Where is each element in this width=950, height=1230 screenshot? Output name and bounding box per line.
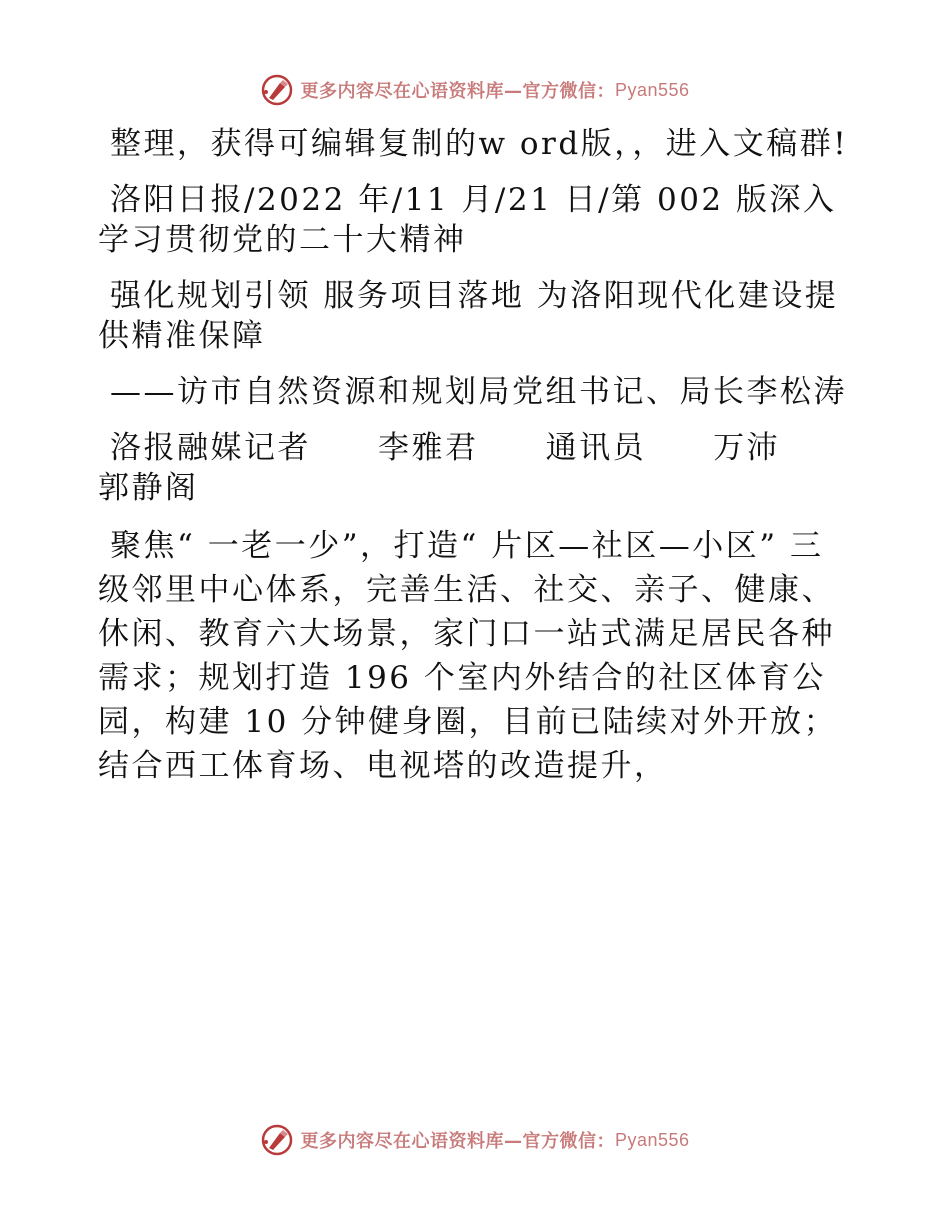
watermark-text: 更多内容尽在心语资料库—官方微信： bbox=[300, 1131, 615, 1152]
pen-nib-logo-icon bbox=[260, 1123, 294, 1157]
document-body bbox=[98, 124, 854, 804]
watermark-text: 更多内容尽在心语资料库—官方微信： bbox=[300, 81, 615, 102]
byline: 洛报融媒记者 李雅君 通讯员 万沛 郭静阁 bbox=[98, 430, 848, 506]
header-watermark bbox=[0, 72, 950, 108]
article-title: 强化规划引领 服务项目落地 为洛阳现代化建设提供精准保障 bbox=[98, 278, 839, 354]
source-line: 洛阳日报/2022 年/11 月/21 日/第 002 版深入学习贯彻党的二十大精神 bbox=[98, 182, 837, 258]
watermark-wechat-id: Pyan556 bbox=[614, 1129, 690, 1150]
intro-paragraph: 整理，获得可编辑复制的w ord版，，进入文稿群! bbox=[110, 126, 849, 162]
body-paragraph: 聚焦“ 一老一少”，打造“ 片区—社区—小区” 三级邻里中心体系，完善生活、社交、亲子、健康、休闲、教育六大场景，家门口一站式满足居民各种需求；规划打造 196 个室内外结合的社区体育公园，构建 10 分钟健身圈，目前已陆续对外开放；结合西工体育场、电视塔的改造提升， bbox=[98, 528, 838, 784]
watermark-wechat-id: Pyan556 bbox=[614, 79, 690, 100]
pen-nib-logo-icon bbox=[260, 73, 294, 107]
footer-watermark bbox=[0, 1122, 950, 1158]
article-subtitle: ——访市自然资源和规划局党组书记、局长李松涛 bbox=[110, 374, 847, 410]
